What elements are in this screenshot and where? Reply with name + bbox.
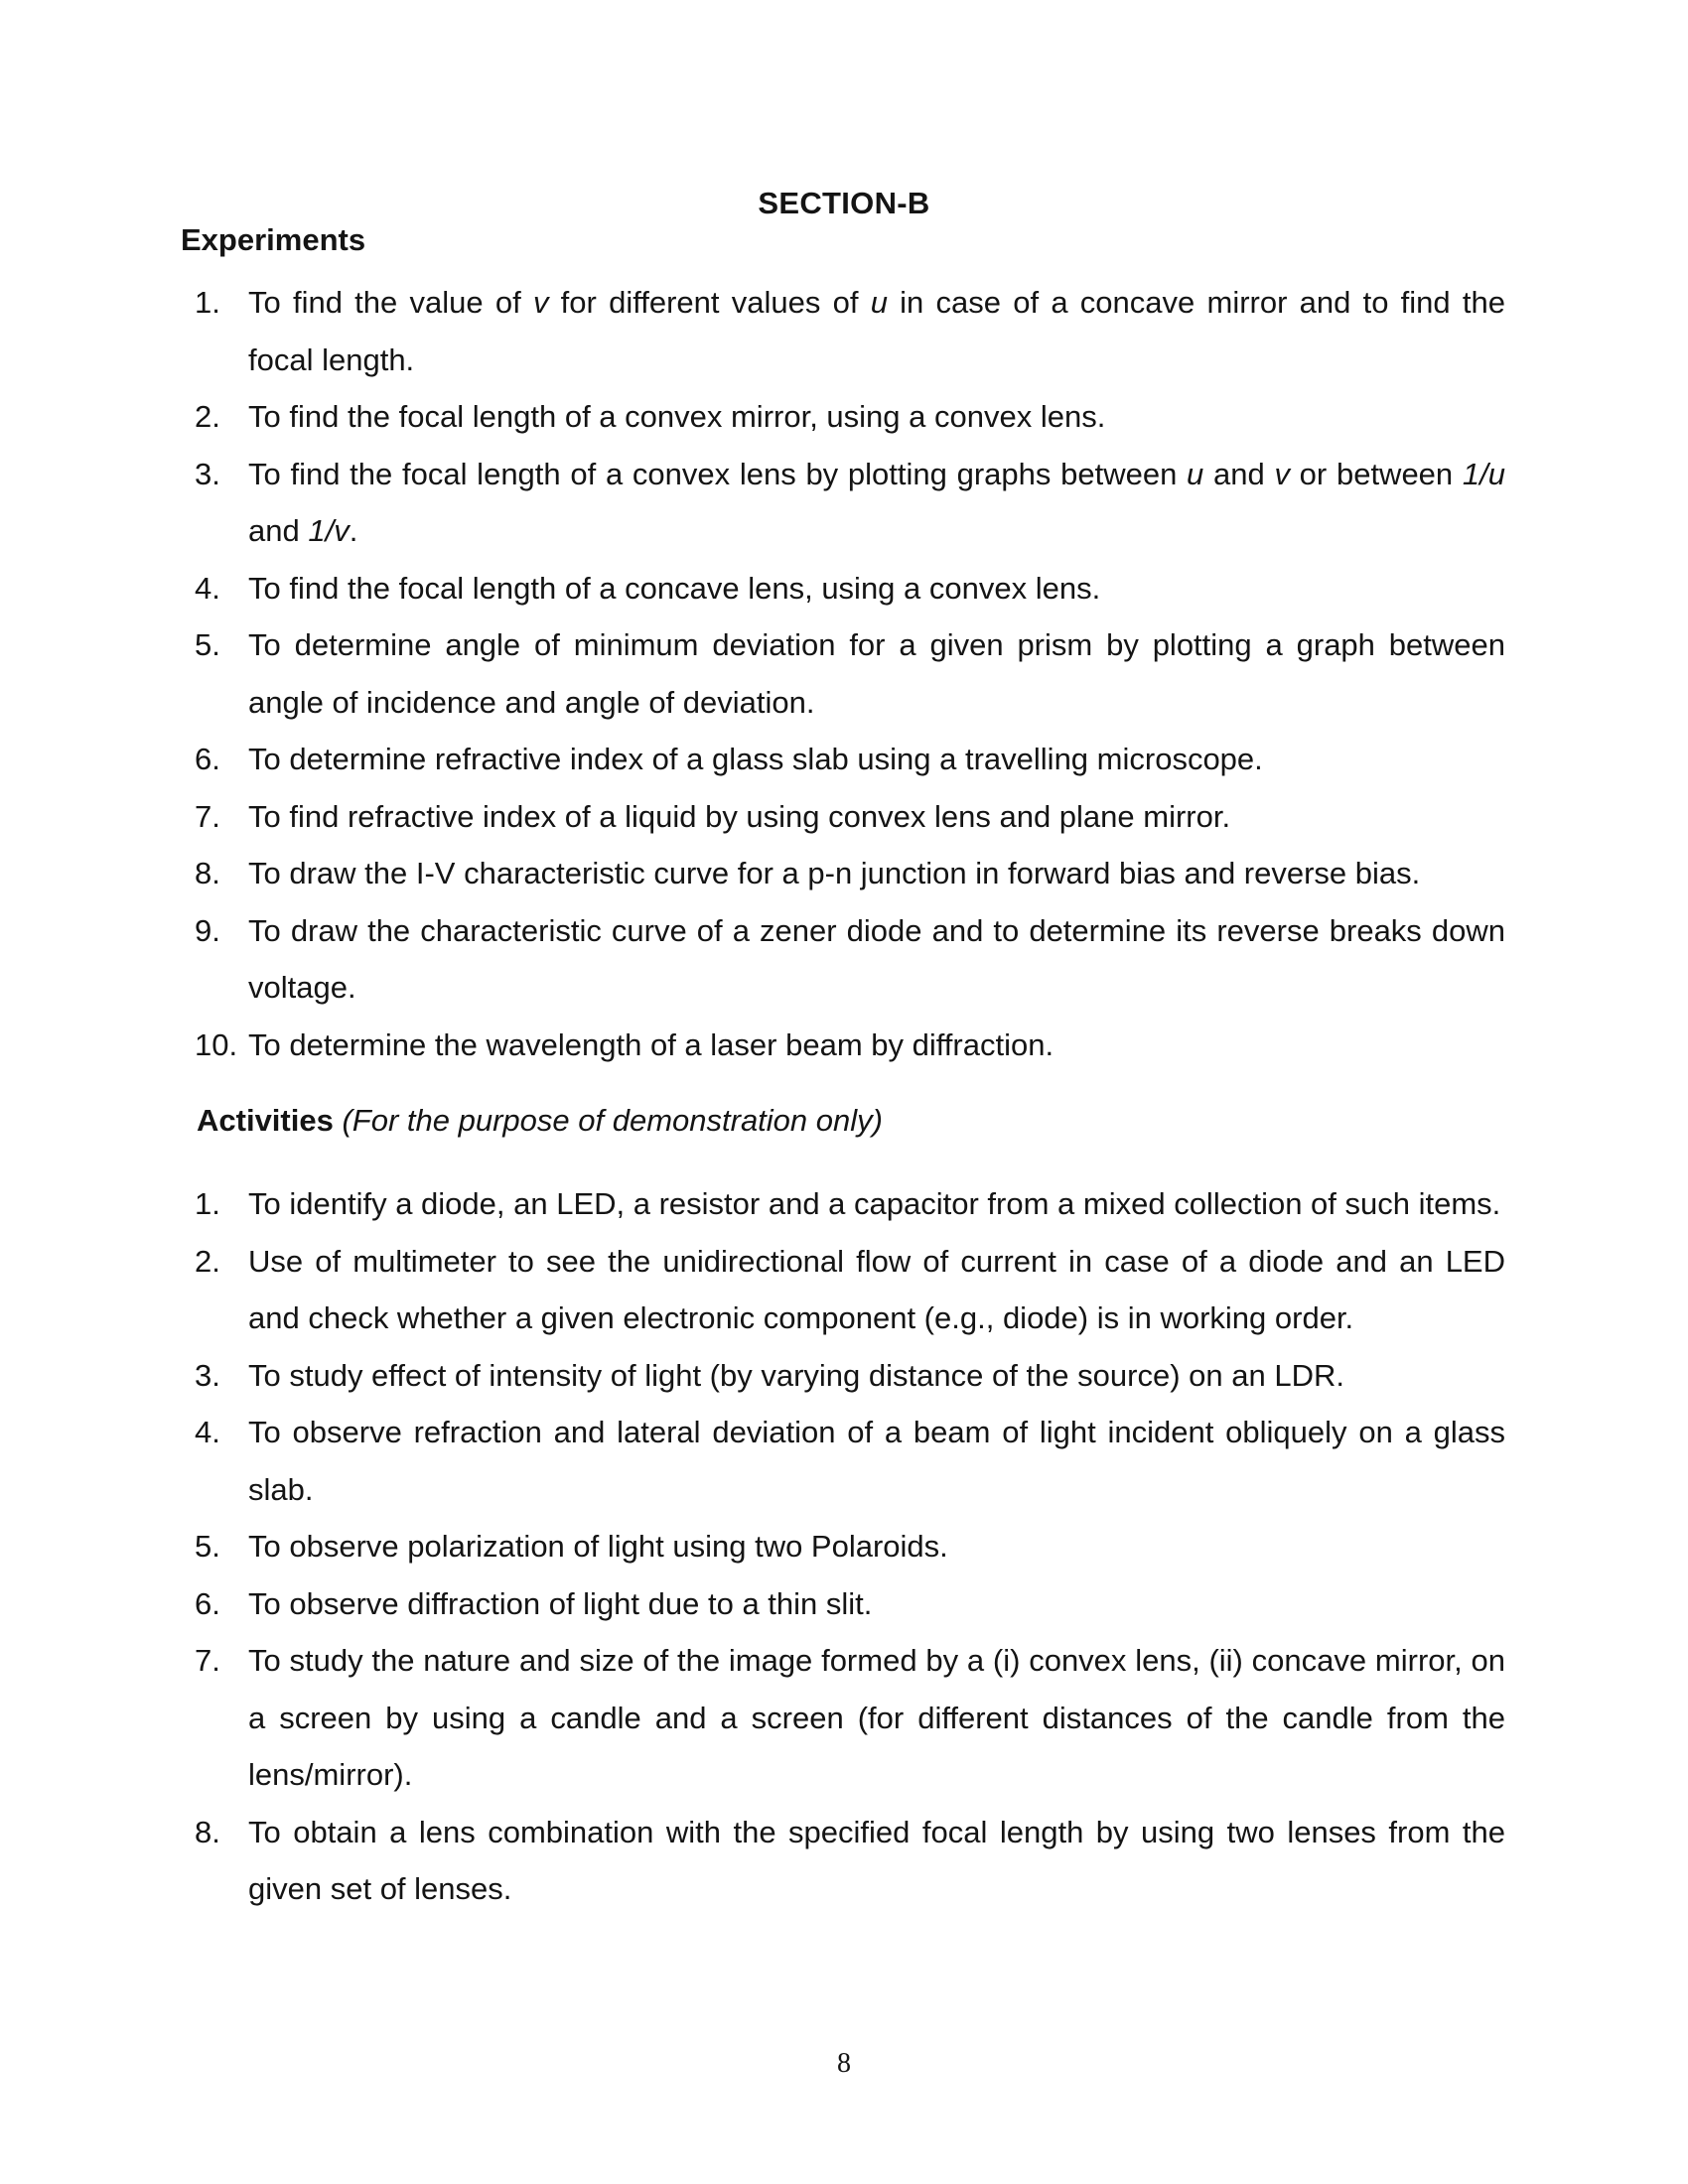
section-title: SECTION-B	[758, 186, 930, 220]
text-run: To observe diffraction of light due to a thin slit.	[248, 1585, 873, 1621]
experiment-item-text	[248, 285, 1505, 377]
text-run: To find the value of	[248, 285, 533, 320]
text-run: To find the focal length of a convex mirror, using a convex lens.	[248, 399, 1106, 434]
text-run: and	[1203, 456, 1275, 491]
experiment-item-text	[248, 1027, 1054, 1062]
activity-item-number: 6.	[195, 1585, 220, 1621]
activity-item	[195, 1347, 1505, 1405]
text-run: in case of a concave mirror and to find the focal length.	[248, 285, 1505, 377]
activity-item-text	[248, 1358, 1344, 1393]
text-run: To find the focal length of a concave lens, using a convex lens.	[248, 570, 1101, 606]
activity-item-text	[248, 1643, 1505, 1792]
experiment-item-number: 8.	[195, 856, 220, 890]
activity-item	[195, 1233, 1505, 1347]
experiment-item	[195, 560, 1505, 617]
experiment-item-text	[248, 913, 1505, 1006]
text-run: To find the focal length of a convex lens by plotting graphs between	[248, 456, 1188, 491]
activity-item-number: 5.	[195, 1529, 220, 1564]
experiment-item	[195, 902, 1505, 1017]
activity-item-text	[248, 1415, 1505, 1507]
activity-item	[195, 1632, 1505, 1804]
activity-item-number: 7.	[195, 1643, 220, 1678]
experiment-item-number: 9.	[195, 912, 220, 948]
text-run: To observe refraction and lateral deviation of a beam of light incident obliquely on a glass slab.	[248, 1415, 1505, 1507]
experiment-item	[195, 616, 1505, 731]
activities-heading	[197, 1103, 883, 1139]
experiment-item	[195, 845, 1505, 902]
experiment-item-text	[248, 627, 1505, 720]
activity-item-number: 3.	[195, 1357, 220, 1393]
activity-item	[195, 1404, 1505, 1518]
activity-item-number: 2.	[195, 1243, 220, 1279]
text-run: To observe polarization of light using two Polaroids.	[248, 1529, 948, 1564]
text-run: To obtain a lens combination with the specified focal length by using two lenses from the given set of lenses.	[248, 1814, 1505, 1906]
experiment-item-number: 7.	[195, 798, 220, 834]
activity-item	[195, 1575, 1505, 1633]
symbol: 1/u	[1462, 456, 1505, 491]
experiment-item-number: 2.	[195, 399, 220, 434]
symbol: u	[1187, 456, 1204, 491]
activities-heading-note: (For the purpose of demonstration only)	[342, 1103, 883, 1138]
activity-item-number: 1.	[195, 1186, 220, 1221]
activity-item-text	[248, 1815, 1505, 1907]
text-run: and	[248, 513, 309, 548]
symbol: v	[532, 285, 549, 320]
text-run: To study the nature and size of the image formed by a (i) convex lens, (ii) concave mirror, on a screen by using a candle and a screen (for different distances of the candle from the lens/mirror).	[248, 1643, 1505, 1792]
text-run: To determine angle of minimum deviation for a given prism by plotting a graph between angle of incidence and angle of deviation.	[248, 627, 1505, 720]
activity-item-text	[248, 1244, 1505, 1336]
experiment-item-text	[248, 856, 1420, 890]
text-run: To draw the I-V characteristic curve for a p-n junction in forward bias and reverse bias.	[248, 856, 1421, 890]
symbol: v	[1274, 456, 1290, 491]
text-run: Use of multimeter to see the unidirectional flow of current in case of a diode and an LED and check whether a given electronic component (e.g., diode) is in working order.	[248, 1243, 1505, 1335]
page-number: 8	[837, 2048, 851, 2079]
text-run: or between	[1289, 456, 1463, 491]
activities-heading-label: Activities	[197, 1103, 334, 1138]
activity-item-text	[248, 1186, 1500, 1221]
activities-list	[195, 1175, 1505, 1918]
experiment-item-number: 6.	[195, 742, 220, 776]
activity-item-number: 4.	[195, 1415, 220, 1449]
text-run: To determine refractive index of a glass slab using a travelling microscope.	[248, 742, 1263, 776]
experiment-item-number: 3.	[195, 456, 220, 491]
experiments-heading: Experiments	[181, 222, 366, 257]
text-run: To draw the characteristic curve of a zener diode and to determine its reverse breaks down voltage.	[248, 912, 1505, 1005]
symbol: u	[870, 285, 888, 320]
activity-item	[195, 1175, 1505, 1233]
experiment-item-number: 4.	[195, 570, 220, 606]
experiment-item-number: 1.	[195, 285, 220, 320]
activity-item-text	[248, 1586, 872, 1621]
text-run: To find refractive index of a liquid by using convex lens and plane mirror.	[248, 798, 1231, 834]
experiment-item	[195, 274, 1505, 388]
experiment-item-text	[248, 571, 1100, 606]
experiment-item-text	[248, 799, 1230, 834]
text-run: .	[349, 513, 358, 548]
text-run: To determine the wavelength of a laser beam by diffraction.	[248, 1026, 1055, 1062]
activity-item-text	[248, 1529, 948, 1564]
experiment-item-text	[248, 399, 1105, 434]
experiment-item	[195, 1017, 1505, 1074]
experiment-item-number: 10.	[195, 1026, 238, 1062]
experiment-item	[195, 446, 1505, 560]
experiment-item	[195, 788, 1505, 846]
experiment-item	[195, 731, 1505, 788]
experiment-item	[195, 388, 1505, 446]
text-run: To study effect of intensity of light (by varying distance of the source) on an LDR.	[248, 1357, 1344, 1393]
experiments-list	[195, 274, 1505, 1073]
experiment-item-text	[248, 742, 1263, 776]
experiment-item-number: 5.	[195, 627, 220, 662]
activity-item	[195, 1518, 1505, 1575]
activity-item	[195, 1804, 1505, 1918]
experiment-item-text	[248, 457, 1505, 549]
text-run: for different values of	[548, 285, 871, 320]
symbol: 1/v	[308, 513, 350, 548]
text-run: To identify a diode, an LED, a resistor and a capacitor from a mixed collection of such items.	[248, 1186, 1501, 1221]
activity-item-number: 8.	[195, 1814, 220, 1849]
